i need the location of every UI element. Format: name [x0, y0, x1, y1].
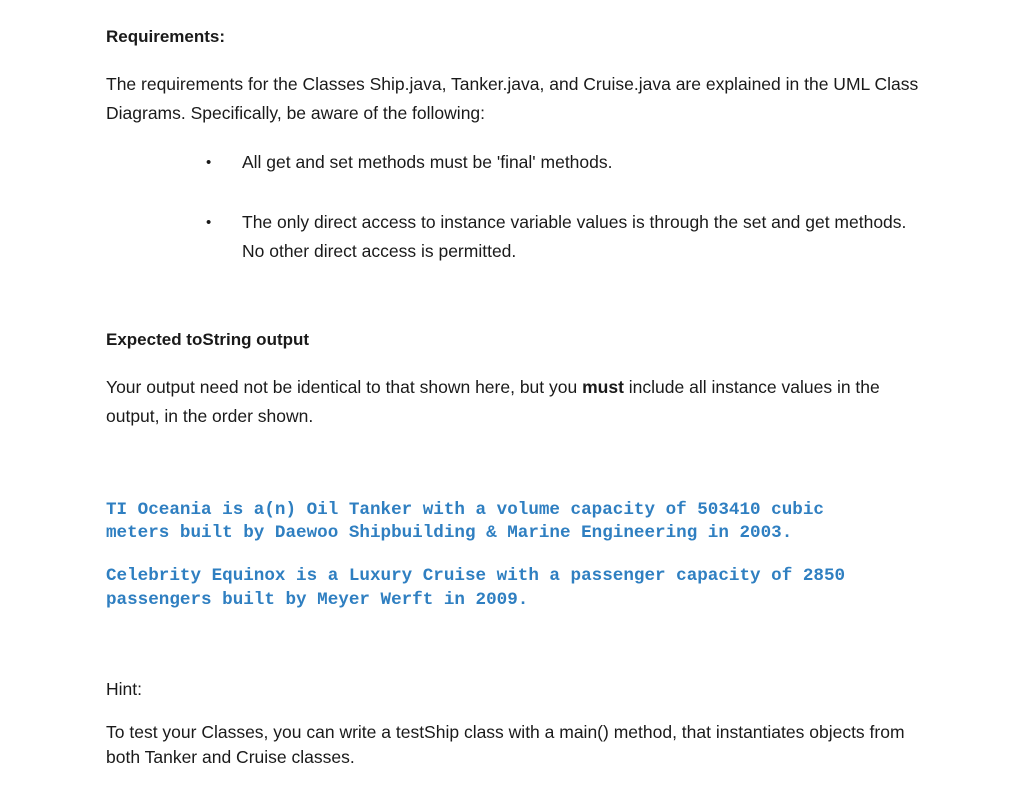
hint-heading: Hint: — [106, 679, 142, 699]
cruise-output-line2: passengers built by Meyer Werft in 2009. — [106, 590, 529, 610]
bullet-direct-access-line2: No other direct access is permitted. — [242, 241, 517, 261]
expected-text-start: Your output need not be identical to that shown here, but you — [106, 377, 583, 397]
tanker-output-line2: meters built by Daewoo Shipbuilding & Marine Engineering in 2003. — [106, 523, 793, 543]
requirements-heading: Requirements: — [106, 27, 226, 46]
cruise-output-line1: Celebrity Equinox is a Luxury Cruise with a passenger capacity of 2850 — [106, 566, 846, 586]
emphasis-must: must — [582, 377, 624, 397]
expected-paragraph-line1 — [106, 373, 880, 402]
requirements-intro-line2: Diagrams. Specifically, be aware of the following: — [106, 103, 486, 123]
expected-heading: Expected toString output — [106, 330, 310, 349]
bullet-marker: • — [206, 214, 212, 231]
bullet-marker: • — [206, 154, 212, 171]
hint-line2: both Tanker and Cruise classes. — [106, 747, 355, 767]
hint-line1: To test your Classes, you can write a testShip class with a main() method, that instantiates objects from — [106, 722, 905, 742]
tanker-output-line1: TI Oceania is a(n) Oil Tanker with a volume capacity of 503410 cubic — [106, 500, 824, 520]
expected-text-end: include all instance values in the — [623, 377, 880, 397]
bullet-final-methods: All get and set methods must be 'final' methods. — [242, 152, 613, 172]
bullet-direct-access-line1: The only direct access to instance variable values is through the set and get methods. — [242, 212, 907, 232]
requirements-intro-line1: The requirements for the Classes Ship.java, Tanker.java, and Cruise.java are explained in the UML Class — [106, 74, 919, 94]
expected-paragraph-line2: output, in the order shown. — [106, 406, 314, 426]
